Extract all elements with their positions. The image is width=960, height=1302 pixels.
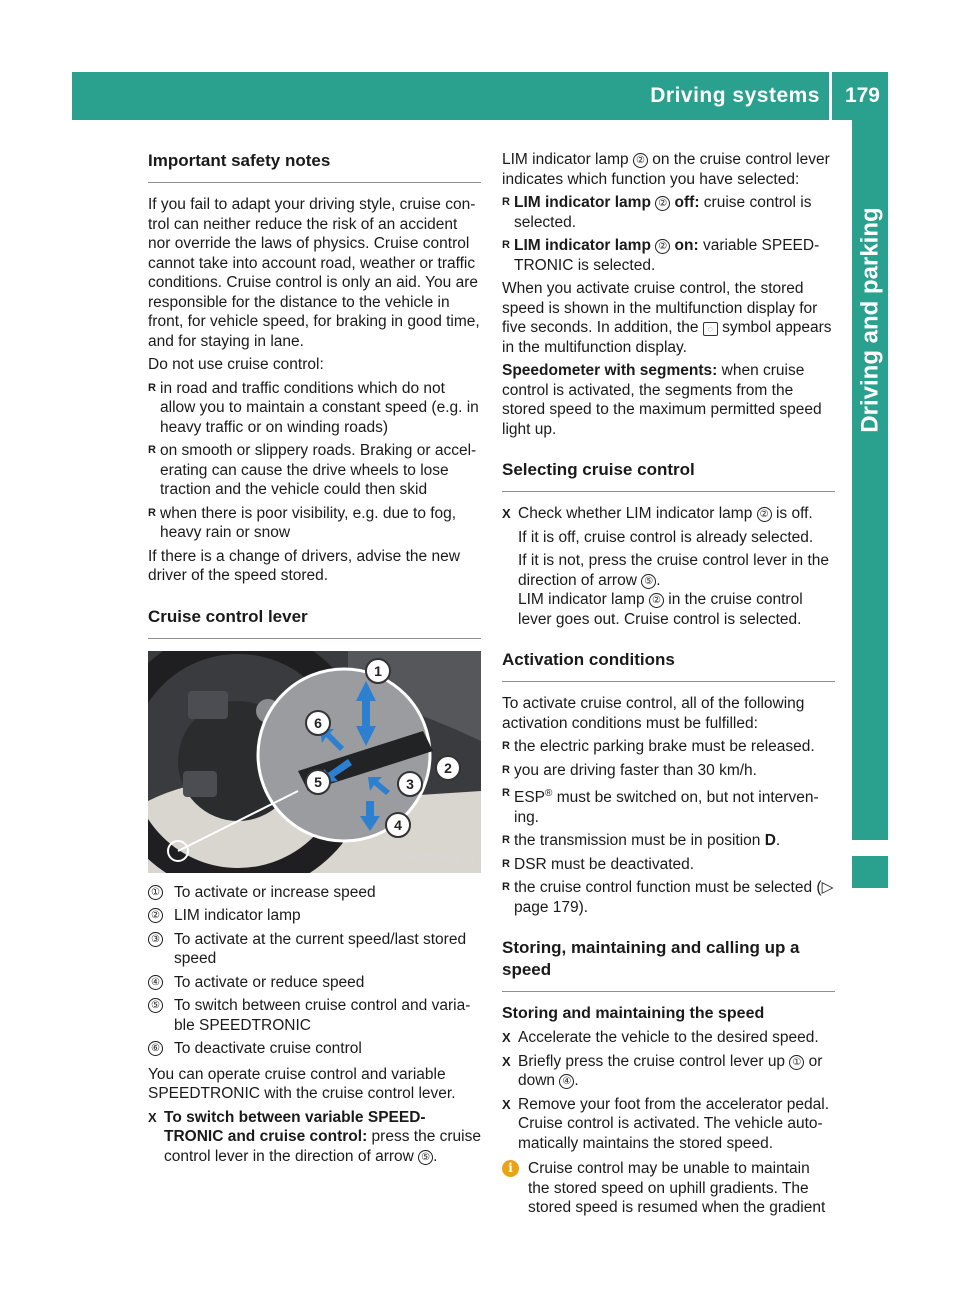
cruise-control-lever-figure [148, 651, 481, 873]
heading-storing-speed: Storing, maintaining and calling up a speed [502, 937, 835, 992]
lim-state-list [502, 193, 835, 275]
chapter-marker [852, 856, 888, 888]
list-item: R DSR must be deactivated. [502, 855, 835, 875]
step-subtext: If it is off, cruise control is already selected. [518, 528, 814, 546]
switch-steps [148, 1108, 481, 1167]
legend-text: To activate or reduce speed [174, 973, 365, 991]
callout-5-label: 5 [314, 773, 322, 790]
callout-6-label: 6 [314, 714, 322, 731]
section-title: Driving systems [650, 84, 820, 107]
ref-number: ② [649, 593, 664, 608]
step-subtext: If it is not, press the cruise control lever in the direction of arrow ⑤ . LIM indicator lamp ② in the cruise control lever goes out. Cruise control is selected. [518, 552, 829, 628]
step-item: X Briefly press the cruise control lever up ① or down ④ . [502, 1052, 835, 1091]
legend-number: ④ [148, 975, 163, 990]
step-item: X Remove your foot from the accelerator pedal. Cruise control is activated. The vehicle auto- matically maintains the stored speed. [502, 1095, 835, 1154]
storing-steps [502, 1028, 835, 1153]
step-text: press the cruise control lever in the direction of arrow [164, 1128, 481, 1165]
page-number: 179 [844, 84, 880, 107]
legend-number: ⑥ [148, 1041, 163, 1056]
list-item: R the electric parking brake must be released. [502, 737, 835, 757]
list-item: R when there is poor visibility, e.g. due to fog, heavy rain or snow [148, 504, 481, 543]
legend-number: ① [148, 885, 163, 900]
ref-number: ② [757, 507, 772, 522]
step-item: X Accelerate the vehicle to the desired speed. [502, 1028, 835, 1048]
list-item: R you are driving faster than 30 km/h. [502, 761, 835, 781]
legend-item [148, 1039, 481, 1059]
lever-illustration [148, 651, 481, 873]
figure-legend [148, 883, 481, 1059]
list-item: R on smooth or slippery roads. Braking or accel- erating can cause the drive wheels to lose traction and the vehicle could then skid [148, 441, 481, 500]
left-column [148, 150, 481, 1170]
heading-cruise-control-lever: Cruise control lever [148, 606, 481, 639]
do-not-use-list [148, 379, 481, 543]
legend-item [148, 930, 481, 969]
legend-number: ③ [148, 932, 163, 947]
activation-list [502, 737, 835, 917]
legend-text: To activate or increase speed [174, 883, 376, 901]
speedometer-paragraph: Speedometer with segments: when cruise control is activated, the segments from the stored speed to the maximum permitted speed light up. [502, 362, 822, 438]
legend-item [148, 996, 481, 1035]
figure-code: P54.25-9619-31 [403, 853, 475, 864]
chapter-label: Driving and parking [856, 207, 884, 433]
lever-operate-paragraph: You can operate cruise control and variable SPEEDTRONIC with the cruise control lever. [148, 1065, 456, 1102]
callout-3-label: 3 [406, 775, 414, 792]
legend-item [148, 973, 481, 993]
list-item: R ESP® must be switched on, but not interven- ing. [502, 784, 835, 827]
list-item: R the transmission must be in position D. [502, 831, 835, 851]
callout-4-label: 4 [394, 816, 402, 833]
legend-item [148, 883, 481, 903]
arrow-number: ⑤ [418, 1150, 433, 1165]
legend-number: ⑤ [148, 998, 163, 1013]
page-header [72, 72, 888, 120]
step-bold: To switch between variable SPEED- TRONIC and cruise control: [164, 1108, 426, 1145]
callout-1-label: 1 [374, 662, 382, 679]
select-steps [502, 504, 835, 524]
cruise-control-symbol-icon: ◌ [703, 322, 718, 336]
legend-text: LIM indicator lamp [174, 907, 301, 924]
list-item: R LIM indicator lamp ② off: cruise control is selected. [502, 193, 835, 232]
ref-number: ② [655, 239, 670, 254]
note-text: Cruise control may be unable to maintain the stored speed on uphill gradients. The stored speed is resumed when the gradient [528, 1160, 826, 1217]
callout-2-label: 2 [444, 759, 452, 776]
legend-text: To deactivate cruise control [174, 1040, 362, 1057]
ref-number: ① [789, 1055, 804, 1070]
activate-display-paragraph: When you activate cruise control, the stored speed is shown in the multifunction display for five seconds. In addition, the ◌ symbol appears in the multifunction display. [502, 280, 832, 356]
chapter-side-tab [852, 120, 888, 840]
info-icon: i [502, 1160, 519, 1177]
legend-item [148, 906, 481, 926]
ref-number: ② [633, 153, 648, 168]
lim-intro-paragraph: LIM indicator lamp ② on the cruise control lever indicates which function you have selected: [502, 151, 830, 188]
ref-number: ② [655, 196, 670, 211]
driver-change-paragraph: If there is a change of drivers, advise the new driver of the speed stored. [148, 547, 460, 584]
step-end: . [433, 1147, 438, 1165]
do-not-use-intro: Do not use cruise control: [148, 356, 324, 373]
right-column [502, 150, 835, 1218]
list-item: R in road and traffic conditions which do not allow you to maintain a constant speed (e.g. in heavy traffic or on winding roads) [148, 379, 481, 438]
heading-important-safety-notes: Important safety notes [148, 150, 481, 183]
heading-activation-conditions: Activation conditions [502, 649, 835, 682]
ref-number: ⑤ [641, 574, 656, 589]
info-note [502, 1159, 835, 1218]
list-item: R the cruise control function must be selected (▷ page 179). [502, 878, 835, 917]
legend-text: To switch between cruise control and varia- ble SPEEDTRONIC [174, 997, 471, 1034]
safety-paragraph: If you fail to adapt your driving style, cruise con- trol can neither reduce the risk of an accident nor override the laws of physics. Cruise control cannot take into account road, weather or traffic conditions. Cruise control is only an aid. You are responsible for the distance to the vehicle in front, for vehicle speed, for braking in good time, and for staying in lane. [148, 196, 480, 350]
ref-number: ④ [559, 1074, 574, 1089]
page-ref-arrow-icon: ▷ [821, 879, 834, 897]
legend-text: To activate at the current speed/last stored speed [174, 930, 467, 967]
list-item: R LIM indicator lamp ② on: variable SPEED- TRONIC is selected. [502, 236, 835, 275]
legend-number: ② [148, 908, 163, 923]
header-divider [829, 72, 832, 120]
step-item: X Check whether LIM indicator lamp ② is off. [502, 504, 835, 524]
heading-selecting-cruise-control: Selecting cruise control [502, 459, 835, 492]
subheading-storing-maintaining: Storing and maintaining the speed [502, 1005, 765, 1023]
activation-intro: To activate cruise control, all of the following activation conditions must be fulfilled: [502, 695, 805, 732]
step-item [148, 1108, 481, 1167]
